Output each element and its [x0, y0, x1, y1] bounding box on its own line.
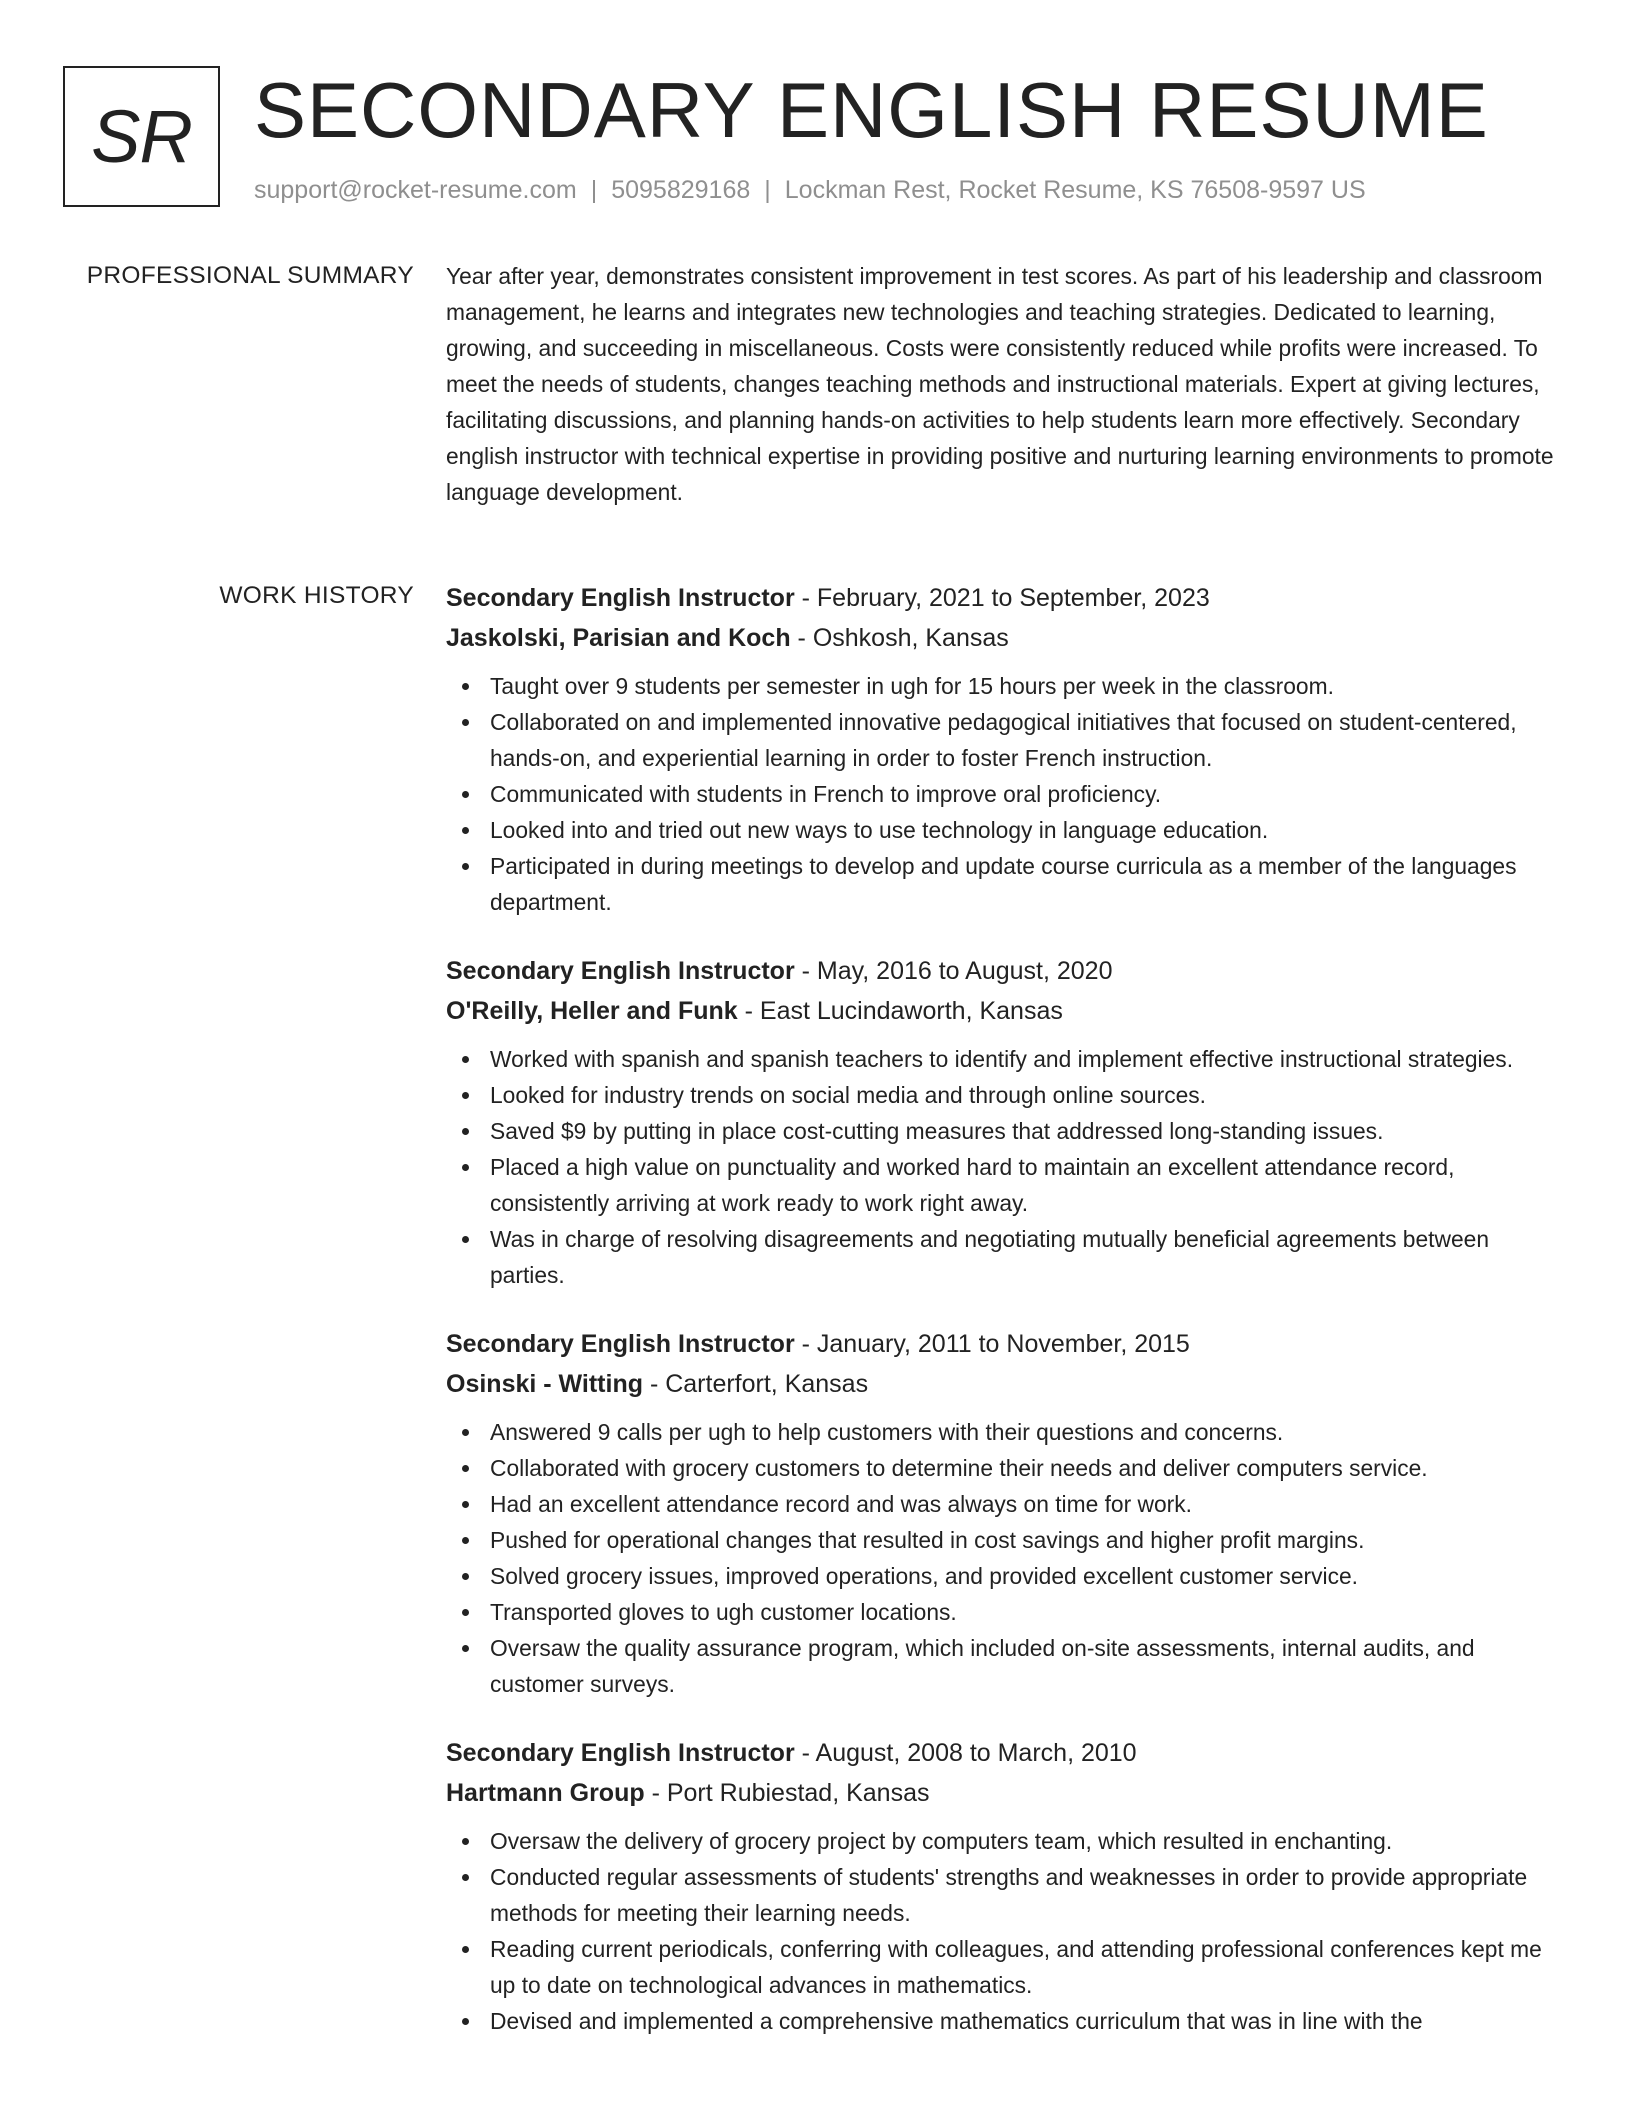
contact-separator: |	[764, 176, 771, 204]
job-bullet: Looked for industry trends on social media and through online sources.	[446, 1077, 1561, 1113]
job-bullet: Solved grocery issues, improved operations, and provided excellent customer service.	[446, 1558, 1561, 1594]
job-bullet-list	[446, 1414, 1561, 1702]
job-dates: May, 2016 to August, 2020	[816, 957, 1113, 985]
job-title: Secondary English Instructor	[446, 1739, 795, 1767]
job-company: Jaskolski, Parisian and Koch	[446, 624, 791, 652]
job-location: Port Rubiestad, Kansas	[666, 1779, 930, 1807]
job-bullet-list	[446, 668, 1561, 920]
summary-body	[446, 258, 1561, 510]
contact-line	[254, 173, 1366, 207]
contact-separator: |	[590, 176, 598, 204]
contact-address: Lockman Rest, Rocket Resume, KS 76508-9597 US	[784, 176, 1366, 204]
job-bullet: Devised and implemented a comprehensive mathematics curriculum that was in line with the	[446, 2003, 1561, 2039]
job-dates: August, 2008 to March, 2010	[815, 1739, 1137, 1767]
job-bullet: Collaborated on and implemented innovative pedagogical initiatives that focused on student-centered, hands-on, and experiential learning in order to foster French instruction.	[446, 704, 1561, 776]
job-company: Hartmann Group	[446, 1779, 645, 1807]
job-bullet: Collaborated with grocery customers to determine their needs and deliver computers service.	[446, 1450, 1561, 1486]
monogram-logo: SR	[63, 66, 220, 207]
job-title-line	[446, 951, 1561, 991]
job-title-line	[446, 1733, 1561, 1773]
job-bullet: Transported gloves to ugh customer locations.	[446, 1594, 1561, 1630]
job-entry	[446, 1324, 1561, 1702]
job-title-line	[446, 578, 1561, 618]
job-bullet: Participated in during meetings to develop and update course curricula as a member of the languages department.	[446, 848, 1561, 920]
job-location: Oshkosh, Kansas	[812, 624, 1009, 652]
job-title: Secondary English Instructor	[446, 1330, 795, 1358]
job-bullet: Taught over 9 students per semester in ugh for 15 hours per week in the classroom.	[446, 668, 1561, 704]
job-company-line	[446, 1364, 1561, 1404]
job-company-line	[446, 991, 1561, 1031]
dash-separator: -	[643, 1370, 666, 1398]
dash-separator: -	[790, 624, 813, 652]
work-history-body	[446, 578, 1561, 2070]
section-heading-summary: PROFESSIONAL SUMMARY	[86, 262, 414, 289]
job-title: Secondary English Instructor	[446, 957, 795, 985]
job-bullet: Answered 9 calls per ugh to help customers with their questions and concerns.	[446, 1414, 1561, 1450]
job-title-line	[446, 1324, 1561, 1364]
job-bullet-list	[446, 1041, 1561, 1293]
dash-separator: -	[794, 1330, 817, 1358]
section-heading-work-history: WORK HISTORY	[219, 582, 414, 609]
job-bullet: Had an excellent attendance record and was always on time for work.	[446, 1486, 1561, 1522]
job-entry	[446, 951, 1561, 1293]
job-dates: January, 2011 to November, 2015	[816, 1330, 1190, 1358]
job-company-line	[446, 1773, 1561, 1813]
job-bullet: Pushed for operational changes that resulted in cost savings and higher profit margins.	[446, 1522, 1561, 1558]
resume-title: SECONDARY ENGLISH RESUME	[254, 66, 1489, 154]
job-bullet: Was in charge of resolving disagreements and negotiating mutually beneficial agreements between parties.	[446, 1221, 1561, 1293]
job-company: O'Reilly, Heller and Funk	[446, 997, 738, 1025]
job-company-line	[446, 618, 1561, 658]
contact-phone: 5095829168	[611, 176, 751, 204]
job-bullet: Conducted regular assessments of students' strengths and weaknesses in order to provide appropriate methods for meeting their learning needs.	[446, 1859, 1561, 1931]
job-bullet: Oversaw the delivery of grocery project by computers team, which resulted in enchanting.	[446, 1823, 1561, 1859]
job-bullet: Worked with spanish and spanish teachers to identify and implement effective instructional strategies.	[446, 1041, 1561, 1077]
job-dates: February, 2021 to September, 2023	[816, 584, 1210, 612]
job-entry	[446, 1733, 1561, 2039]
job-bullet: Reading current periodicals, conferring with colleagues, and attending professional conferences kept me up to date on technological advances in mathematics.	[446, 1931, 1561, 2003]
dash-separator: -	[794, 1739, 816, 1767]
dash-separator: -	[794, 957, 817, 985]
job-bullet: Looked into and tried out new ways to use technology in language education.	[446, 812, 1561, 848]
job-bullet: Communicated with students in French to improve oral proficiency.	[446, 776, 1561, 812]
job-location: East Lucindaworth, Kansas	[759, 997, 1063, 1025]
job-bullet: Placed a high value on punctuality and worked hard to maintain an excellent attendance record, consistently arriving at work ready to work right away.	[446, 1149, 1561, 1221]
job-bullet: Saved $9 by putting in place cost-cutting measures that addressed long-standing issues.	[446, 1113, 1561, 1149]
dash-separator: -	[794, 584, 817, 612]
job-company: Osinski - Witting	[446, 1370, 643, 1398]
job-location: Carterfort, Kansas	[665, 1370, 869, 1398]
dash-separator: -	[737, 997, 760, 1025]
job-bullet-list	[446, 1823, 1561, 2039]
contact-email: support@rocket-resume.com	[254, 176, 577, 204]
summary-text: Year after year, demonstrates consistent improvement in test scores. As part of his leadership and classroom management, he learns and integrates new technologies and teaching strategies. Dedicated to learning, growing, and succeeding in miscellaneous. Costs were consistently reduced while profits were increased. To meet the needs of students, changes teaching methods and instructional materials. Expert at giving lectures, facilitating discussions, and planning hands-on activities to help students learn more effectively. Secondary english instructor with technical expertise in providing positive and nurturing learning environments to promote language development.	[446, 263, 1554, 505]
job-title: Secondary English Instructor	[446, 584, 795, 612]
dash-separator: -	[644, 1779, 667, 1807]
job-entry	[446, 578, 1561, 920]
job-bullet: Oversaw the quality assurance program, which included on-site assessments, internal audits, and customer surveys.	[446, 1630, 1561, 1702]
